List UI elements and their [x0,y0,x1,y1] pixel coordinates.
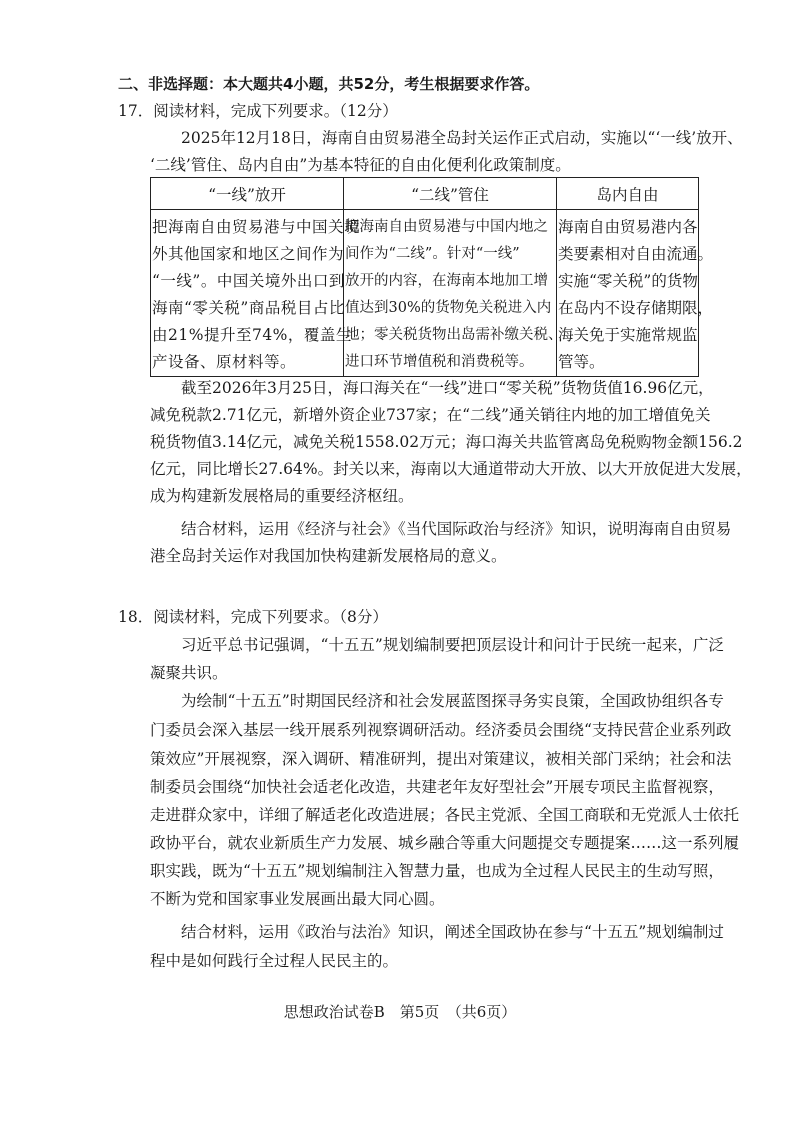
section-heading: 二、非选择题：本大题共4小题，共52分，考生根据要求作答。 [118,75,540,93]
q18-material-line: 策效应”开展视察，深入调研、精准研判，提出对策建议，被相关部门采纳；社会和法 [150,750,732,768]
cell-line: 实施“零关税”的货物 [558,272,698,290]
q18-material-line: 门委员会深入基层一线开展系列视察调研活动。经济委员会围绕“支持民营企业系列政 [150,721,732,739]
q18-material-line: 习近平总书记强调，“十五五”规划编制要把顶层设计和问计于民统一起来，广泛 [181,636,724,654]
q18-task-line: 程中是如何践行全过程人民民主的。 [150,952,399,970]
table-header: 岛内自由 [557,178,699,210]
cell-line: 在岛内不设存储期限， [558,299,714,317]
cell-line: 间作为“二线”。针对“一线” [345,246,520,262]
q17-intro-line: 2025年12月18日，海南自由贸易港全岛封关运作正式启动，实施以“‘一线’放开、 [181,129,743,147]
q17-task-line: 港全岛封关运作对我国加快构建新发展格局的意义。 [150,547,507,565]
cell-line: 产设备、原材料等。 [152,353,297,371]
cell-line: 进口环节增值税和消费税等。 [345,354,534,370]
cell-line: 海关免于实施常规监 [558,326,698,344]
q17-intro-line: ‘二线’管住、岛内自由”为基本特征的自由化便利化政策制度。 [150,156,571,174]
page-footer: 思想政治试卷B 第5页 （共6页） [283,1003,517,1021]
cell-line: 把海南自由贸易港与中国内地之 [345,219,548,235]
cell-line: 值达到30%的货物免关税进入内 [345,300,552,316]
table-cell [151,210,361,377]
table-cell [344,210,563,377]
policy-table [150,177,714,377]
cell-line: 把海南自由贸易港与中国关境 [152,218,361,236]
q17-stem: 17．阅读材料，完成下列要求。（12分） [118,102,398,120]
q18-material-line: 职实践，既为“十五五”规划编制注入智慧力量，也成为全过程人民民主的生动写照， [150,862,724,880]
q18-material-line: 为绘制“十五五”时期国民经济和社会发展蓝图探寻务实良策，全国政协组织各专 [181,692,724,710]
q17-task-line: 结合材料，运用《经济与社会》《当代国际政治与经济》知识，说明海南自由贸易 [181,520,732,538]
table-header: “一线”放开 [151,178,344,210]
q17-material-line: 截至2026年3月25日，海口海关在“一线”进口“零关税”货物货值16.96亿元， [181,379,714,397]
cell-line: 管等。 [558,353,605,371]
table-header-row [151,178,699,210]
table-row [151,210,699,377]
q18-material-line: 走进群众家中，详细了解适老化改造进展；各民主党派、全国工商联和无党派人士依托 [150,806,740,824]
q18-material-line: 不断为党和国家事业发展画出最大同心圆。 [150,890,445,908]
cell-line: 海南自由贸易港内各 [558,218,698,236]
q18-task-line: 结合材料，运用《政治与法治》知识，阐述全国政协在参与“十五五”规划编制过 [181,923,724,941]
table-cell [557,210,714,377]
q18-material-line: 制委员会围绕“加快社会适老化改造，共建老年友好型社会”开展专项民主监督视察， [150,778,724,796]
q18-stem: 18．阅读材料，完成下列要求。（8分） [118,608,388,626]
q17-material-line: 成为构建新发展格局的重要经济枢纽。 [150,487,414,505]
cell-line: 地；零关税货物出岛需补缴关税、 [345,327,563,343]
q17-material-line: 税货物值3.14亿元，减免关税1558.02万元；海口海关共监管离岛免税购物金额156.2 [150,433,743,451]
cell-line: 外其他国家和地区之间作为 [152,245,345,263]
cell-line: 放开的内容，在海南本地加工增 [345,273,548,289]
table-header: “二线”管住 [344,178,557,210]
cell-line: 类要素相对自由流通。 [558,245,714,263]
cell-line: 海南“零关税”商品税目占比 [152,299,345,317]
q18-material-line: 凝聚共识。 [150,664,228,682]
q17-material-line: 亿元，同比增长27.64%。封关以来，海南以大通道带动大开放、以大开放促进大发展， [150,460,752,478]
q17-material-line: 减免税款2.71亿元，新增外资企业737家；在“二线”通关销往内地的加工增值免关 [150,406,711,424]
cell-line: “一线”。中国关境外出口到 [152,272,345,290]
cell-line: 由21%提升至74%，覆盖生 [152,326,352,344]
q18-material-line: 政协平台，就农业新质生产力发展、城乡融合等重大问题提交专题提案……这一系列履 [150,834,740,852]
